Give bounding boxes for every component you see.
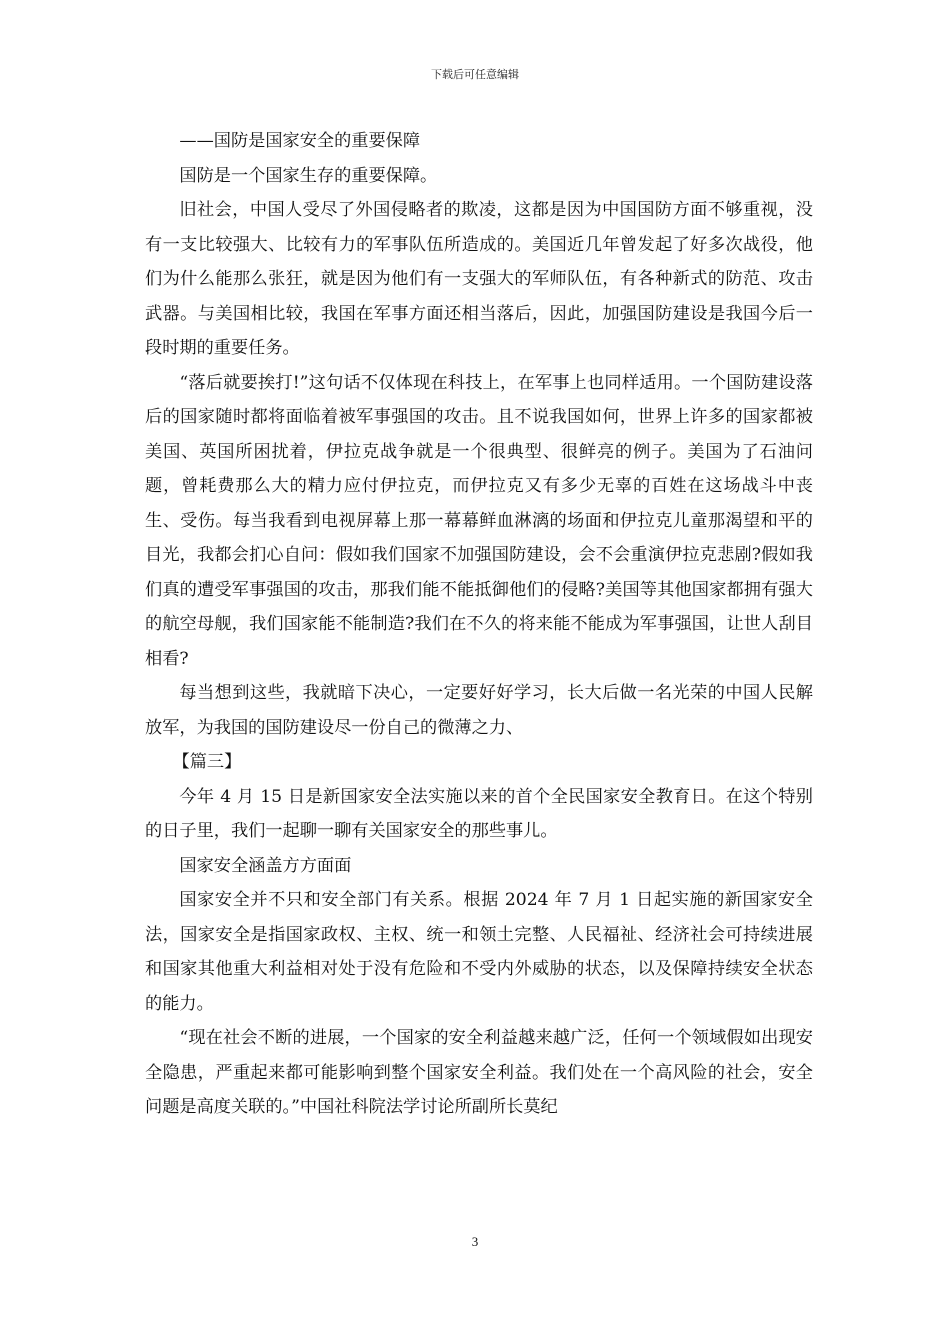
paragraph: 国防是一个国家生存的重要保障。	[179, 165, 438, 186]
document-body	[145, 124, 813, 1125]
page-header: 下载后可任意编辑	[431, 68, 519, 81]
section-heading: 【篇三】	[172, 752, 242, 772]
paragraph: “现在社会不断的进展，一个国家的安全利益越来越广泛，任何一个领域假如出现安全隐患，严重起来都可能影响到整个国家安全利益。我们处在一个高风险的社会，安全问题是高度关联的。”中国社科院法学讨论所副所长莫纪	[145, 1028, 813, 1117]
paragraph: 今年 4 月 15 日是新国家安全法实施以来的首个全民国家安全教育日。在这个特别的日子里，我们一起聊一聊有关国家安全的那些事儿。	[145, 786, 813, 841]
paragraph: 国家安全并不只和安全部门有关系。根据 2024 年 7 月 1 日起实施的新国家安全法，国家安全是指国家政权、主权、统一和领土完整、人民福祉、经济社会可持续进展和国家其他重大利益相对处于没有危险和不受内外威胁的状态，以及保障持续安全状态的能力。	[145, 890, 813, 1014]
paragraph: 每当想到这些，我就暗下决心，一定要好好学习，长大后做一名光荣的中国人民解放军，为我国的国防建设尽一份自己的微薄之力、	[145, 683, 813, 738]
page-number: 3	[471, 1234, 479, 1249]
subheading: 国家安全涵盖方方面面	[179, 855, 352, 876]
paragraph: 旧社会，中国人受尽了外国侵略者的欺凌，这都是因为中国国防方面不够重视，没有一支比较强大、比较有力的军事队伍所造成的。美国近几年曾发起了好多次战役，他们为什么能那么张狂，就是因为他们有一支强大的军师队伍，有各种新式的防范、攻击武器。与美国相比较，我国在军事方面还相当落后，因此，加强国防建设是我国今后一段时期的重要任务。	[145, 200, 813, 358]
subtitle-line: ——国防是国家安全的重要保障	[179, 131, 421, 151]
paragraph: “落后就要挨打!”这句话不仅体现在科技上，在军事上也同样适用。一个国防建设落后的国家随时都将面临着被军事强国的攻击。且不说我国如何，世界上许多的国家都被美国、英国所困扰着，伊拉克战争就是一个很典型、很鲜亮的例子。美国为了石油问题，曾耗费那么大的精力应付伊拉克，而伊拉克又有多少无辜的百姓在这场战斗中丧生、受伤。每当我看到电视屏幕上那一幕幕鲜血淋漓的场面和伊拉克儿童那渴望和平的目光，我都会扪心自问：假如我们国家不加强国防建设，会不会重演伊拉克悲剧?假如我们真的遭受军事强国的攻击，那我们能不能抵御他们的侵略?美国等其他国家都拥有强大的航空母舰，我们国家能不能制造?我们在不久的将来能不能成为军事强国，让世人刮目相看?	[145, 372, 813, 669]
